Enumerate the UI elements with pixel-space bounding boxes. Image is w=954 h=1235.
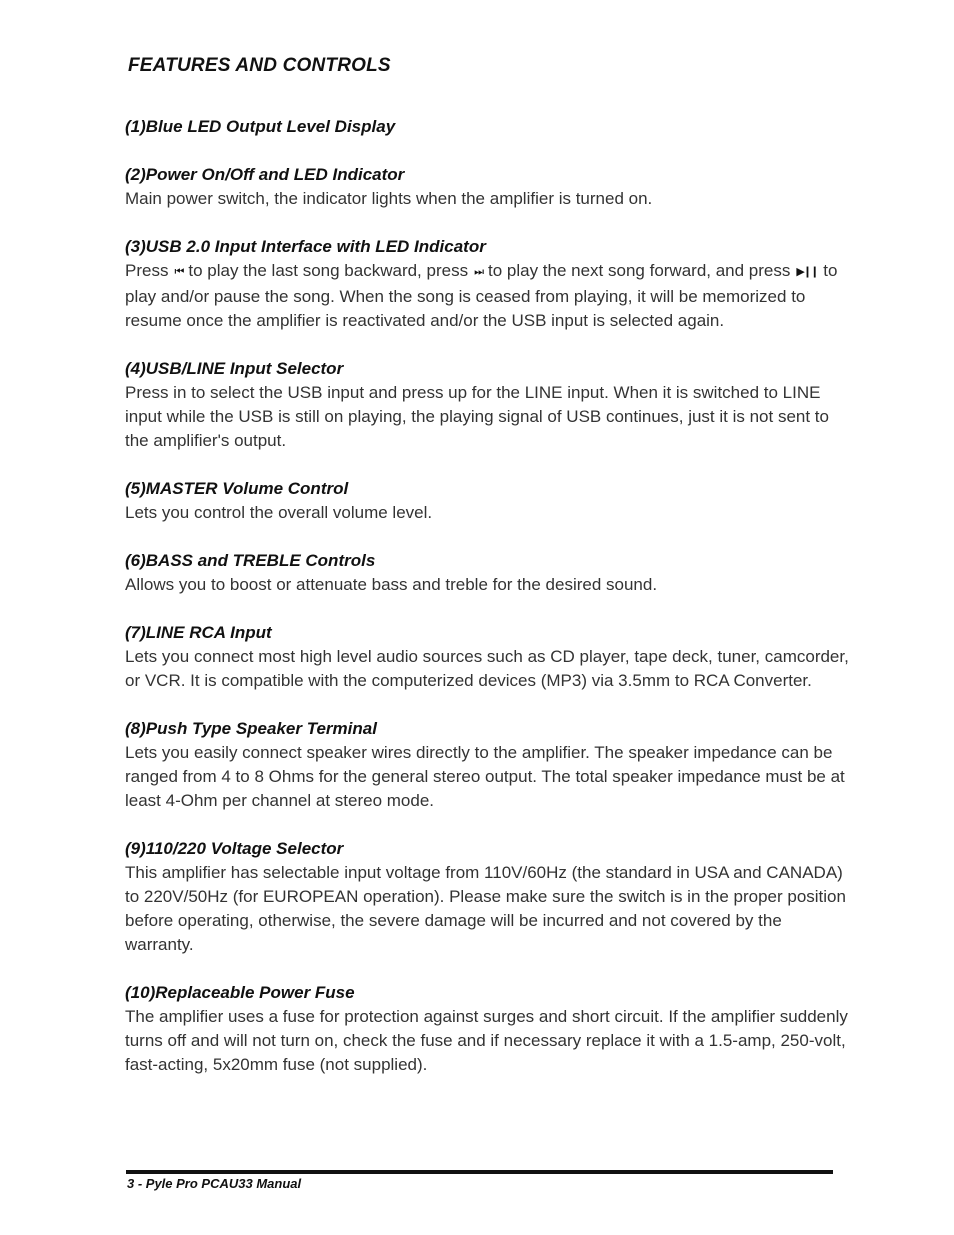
section-heading: (2)Power On/Off and LED Indicator xyxy=(125,165,405,184)
section-body: Allows you to boost or attenuate bass and treble for the desired sound. xyxy=(125,575,658,594)
features-list xyxy=(125,115,850,1101)
section-heading: (8)Push Type Speaker Terminal xyxy=(125,719,377,738)
section-body: The amplifier uses a fuse for protection against surges and short circuit. If the amplifier suddenly turns off and will not turn on, check the fuse and if necessary replace it with a 1.5-amp, 250-volt, fast-acting, 5x20mm fuse (not supplied). xyxy=(125,1007,848,1074)
section-heading: (7)LINE RCA Input xyxy=(125,623,272,642)
section-usb-input xyxy=(125,235,850,333)
section-body: Main power switch, the indicator lights when the amplifier is turned on. xyxy=(125,189,653,208)
section-power-switch xyxy=(125,163,850,211)
section-input-selector xyxy=(125,357,850,453)
previous-track-icon: ⏮ xyxy=(174,265,183,278)
section-master-volume xyxy=(125,477,850,525)
section-heading: (5)MASTER Volume Control xyxy=(125,479,349,498)
section-led-output-display xyxy=(125,115,850,139)
section-line-rca-input xyxy=(125,621,850,693)
section-body: Lets you control the overall volume level. xyxy=(125,503,433,522)
section-body: Lets you easily connect speaker wires directly to the amplifier. The speaker impedance can be ranged from 4 to 8 Ohms for the general stereo output. The total speaker impedance must be at least 4-Ohm per channel at stereo mode. xyxy=(125,743,845,810)
section-heading: (9)110/220 Voltage Selector xyxy=(125,839,344,858)
page-title: FEATURES AND CONTROLS xyxy=(128,55,391,76)
section-body: This amplifier has selectable input voltage from 110V/60Hz (the standard in USA and CANADA) to 220V/50Hz (for EUROPEAN operation). Please make sure the switch is in the proper position before operating, otherwise, the severe damage will be incurred and not covered by the warranty. xyxy=(125,863,846,954)
body-part: to play the next song forward, and press xyxy=(487,261,791,280)
section-bass-treble xyxy=(125,549,850,597)
section-speaker-terminal xyxy=(125,717,850,813)
section-body: Lets you connect most high level audio sources such as CD player, tape deck, tuner, camcorder, or VCR. It is compatible with the computerized devices (MP3) via 3.5mm to RCA Converter. xyxy=(125,647,849,690)
section-heading: (4)USB/LINE Input Selector xyxy=(125,359,344,378)
section-body xyxy=(125,259,850,333)
section-heading: (6)BASS and TREBLE Controls xyxy=(125,551,376,570)
section-body: Press in to select the USB input and press up for the LINE input. When it is switched to LINE input while the USB is still on playing, the playing signal of USB continues, just it is not sent to the amplifier's output. xyxy=(125,383,829,450)
section-heading: (1)Blue LED Output Level Display xyxy=(125,117,396,136)
body-part: to play and/or pause the song. When the song is ceased from playing, it will be memorized to resume once the amplifier is reactivated and/or the USB input is selected again. xyxy=(125,261,838,330)
body-part: to play the last song backward, press xyxy=(188,261,469,280)
page-footer: 3 - Pyle Pro PCAU33 Manual xyxy=(127,1176,302,1191)
body-part: Press xyxy=(125,261,169,280)
play-pause-icon: ▶❙❙ xyxy=(796,265,818,278)
section-heading: (10)Replaceable Power Fuse xyxy=(125,983,355,1002)
section-heading: (3)USB 2.0 Input Interface with LED Indicator xyxy=(125,237,486,256)
section-power-fuse xyxy=(125,981,850,1077)
next-track-icon: ⏭ xyxy=(474,265,482,278)
footer-divider xyxy=(126,1170,833,1174)
section-voltage-selector xyxy=(125,837,850,957)
